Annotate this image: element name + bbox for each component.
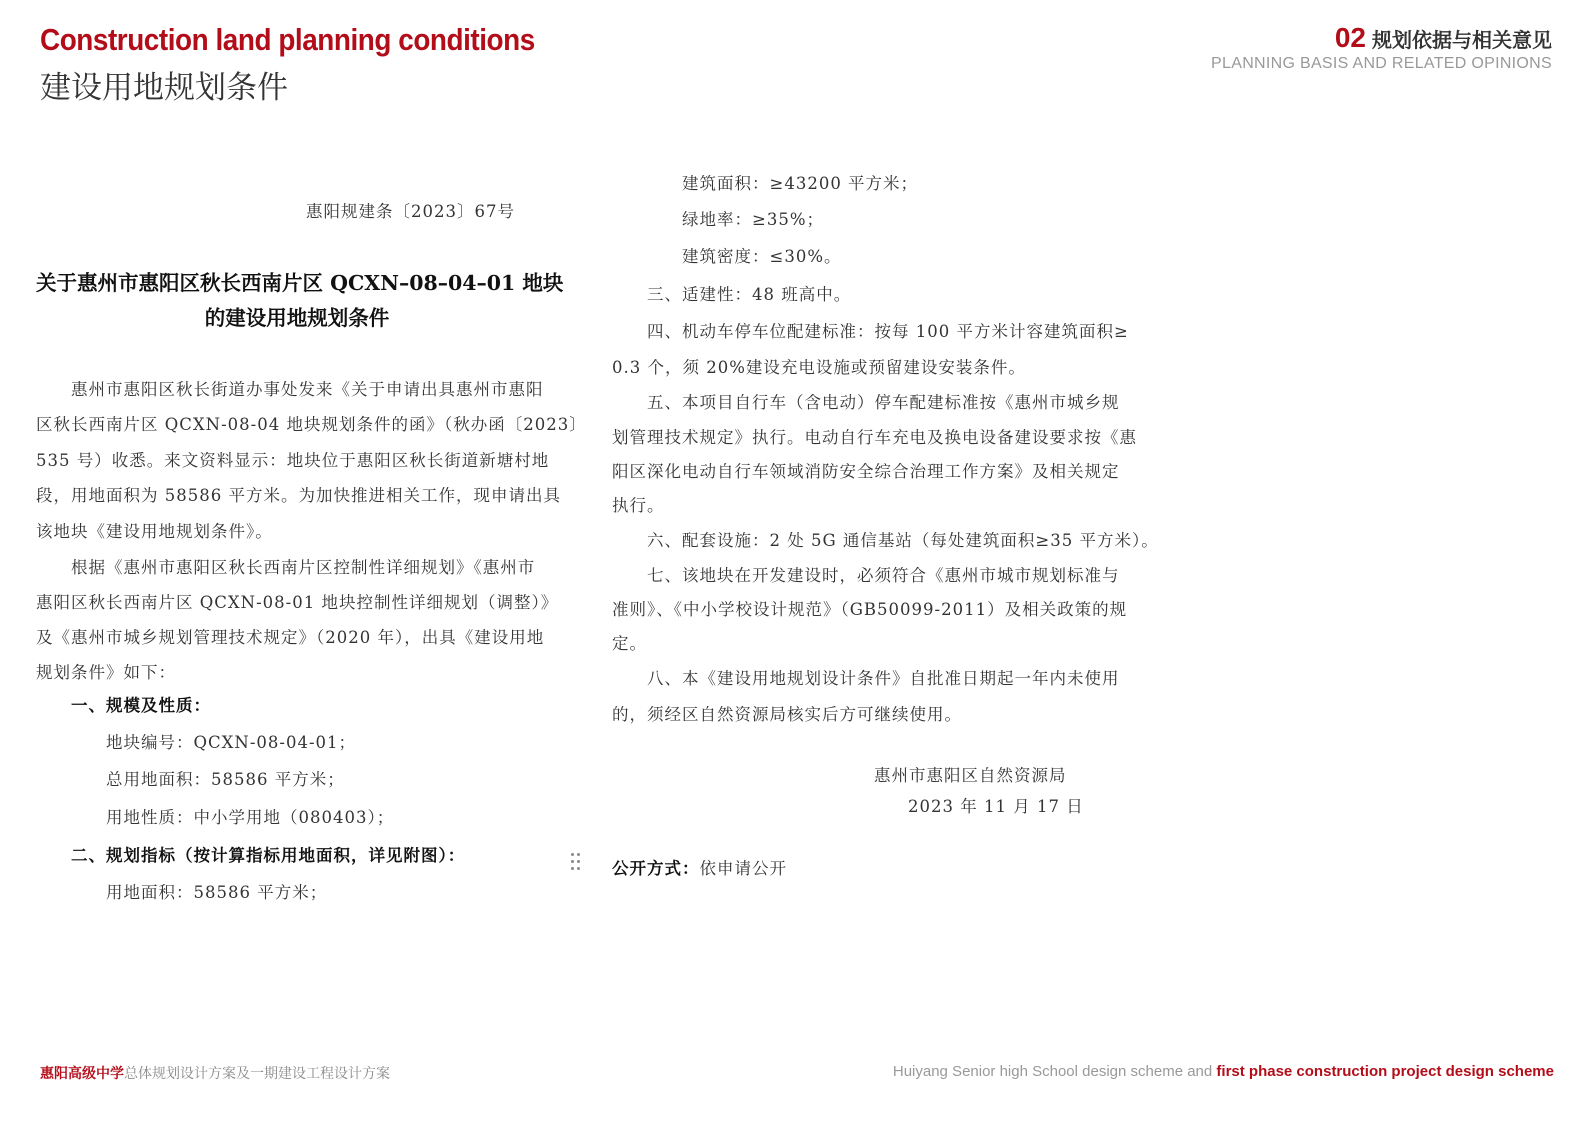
- left-line: 总用地面积：58586 平方米；: [36, 770, 345, 789]
- left-line: 地块编号：QCXN-08-04-01；: [36, 733, 357, 752]
- left-heading: 一、规模及性质：: [36, 696, 211, 715]
- disclosure-value: 依申请公开: [699, 859, 787, 878]
- left-line: 区秋长西南片区 QCXN-08-04 地块规划条件的函》（秋办函〔2023〕: [36, 415, 587, 434]
- footer-right: [893, 1063, 1554, 1080]
- right-line: 的，须经区自然资源局核实后方可继续使用。: [612, 705, 962, 724]
- right-line: 建筑面积：≥43200 平方米；: [612, 174, 919, 193]
- right-line: 四、机动车停车位配建标准：按每 100 平方米计容建筑面积≥: [612, 322, 1129, 341]
- left-line: 段，用地面积为 58586 平方米。为加快推进相关工作，现申请出具: [36, 486, 561, 505]
- right-line: 绿地率：≥35%；: [612, 210, 824, 229]
- section-title-en: PLANNING BASIS AND RELATED OPINIONS: [1211, 55, 1552, 72]
- document-number: 惠阳规建条〔2023〕67号: [306, 202, 515, 221]
- page-title-cn: 建设用地规划条件: [40, 70, 288, 106]
- document-title-line1: 关于惠州市惠阳区秋长西南片区 QCXN–08–04–01 地块: [36, 271, 564, 295]
- left-line: 规划条件》如下：: [36, 663, 176, 682]
- left-line: 用地性质：中小学用地（080403）；: [36, 808, 395, 827]
- disclosure-label: 公开方式：: [612, 859, 700, 878]
- left-line: 根据《惠州市惠阳区秋长西南片区控制性详细规划》《惠州市: [36, 558, 536, 577]
- issue-date: 2023 年 11 月 17 日: [908, 797, 1084, 816]
- footer-project-en-gray: Huiyang Senior high School design scheme and: [892, 1063, 1217, 1080]
- right-line: 准则》、《中小学校设计规范》（GB50099-2011）及相关政策的规: [612, 600, 1128, 619]
- right-line: 0.3 个，须 20%建设充电设施或预留建设安装条件。: [612, 358, 1026, 377]
- left-line: 535 号）收悉。来文资料显示：地块位于惠阳区秋长街道新塘村地: [36, 451, 550, 470]
- footer-left: [40, 1063, 390, 1083]
- right-line: 六、配套设施：2 处 5G 通信基站（每处建筑面积≥35 平方米）。: [612, 531, 1159, 550]
- left-line: 用地面积：58586 平方米；: [36, 883, 328, 902]
- right-line: 定。: [612, 634, 647, 653]
- left-line: 该地块《建设用地规划条件》。: [36, 522, 273, 541]
- footer-project-en-red: first phase construction project design scheme: [1216, 1063, 1554, 1080]
- issuer: 惠州市惠阳区自然资源局: [874, 766, 1067, 785]
- right-line: 划管理技术规定》执行。电动自行车充电及换电设备建设要求按《惠: [612, 428, 1137, 447]
- drag-handle-icon[interactable]: [570, 852, 582, 872]
- left-heading: 二、规划指标（按计算指标用地面积，详见附图）：: [36, 846, 466, 865]
- left-line: 及《惠州市城乡规划管理技术规定》（2020 年），出具《建设用地: [36, 628, 545, 647]
- right-line: 阳区深化电动自行车领域消防安全综合治理工作方案》及相关规定: [612, 462, 1120, 481]
- footer-project-cn: 总体规划设计方案及一期建设工程设计方案: [124, 1066, 390, 1082]
- section-title-cn: 规划依据与相关意见: [1372, 28, 1552, 52]
- right-line: 五、本项目自行车（含电动）停车配建标准按《惠州市城乡规: [612, 393, 1120, 412]
- left-line: 惠州市惠阳区秋长街道办事处发来《关于申请出具惠州市惠阳: [36, 380, 544, 399]
- right-line: 七、该地块在开发建设时，必须符合《惠州市城市规划标准与: [612, 566, 1120, 585]
- document-title-line2: 的建设用地规划条件: [204, 306, 390, 330]
- section-title-row: [1211, 22, 1552, 54]
- right-line: 三、适建性：48 班高中。: [612, 285, 852, 304]
- right-line: 建筑密度：≤30%。: [612, 247, 842, 266]
- page-title-en: Construction land planning conditions: [40, 22, 535, 57]
- left-line: 惠阳区秋长西南片区 QCXN-08-01 地块控制性详细规划（调整）》: [36, 593, 559, 612]
- section-header: [1211, 22, 1552, 73]
- disclosure: [612, 855, 787, 879]
- section-number: 02: [1334, 22, 1366, 53]
- right-line: 执行。: [612, 496, 665, 515]
- right-line: 八、本《建设用地规划设计条件》自批准日期起一年内未使用: [612, 669, 1120, 688]
- footer-school-name: 惠阳高级中学: [40, 1066, 124, 1082]
